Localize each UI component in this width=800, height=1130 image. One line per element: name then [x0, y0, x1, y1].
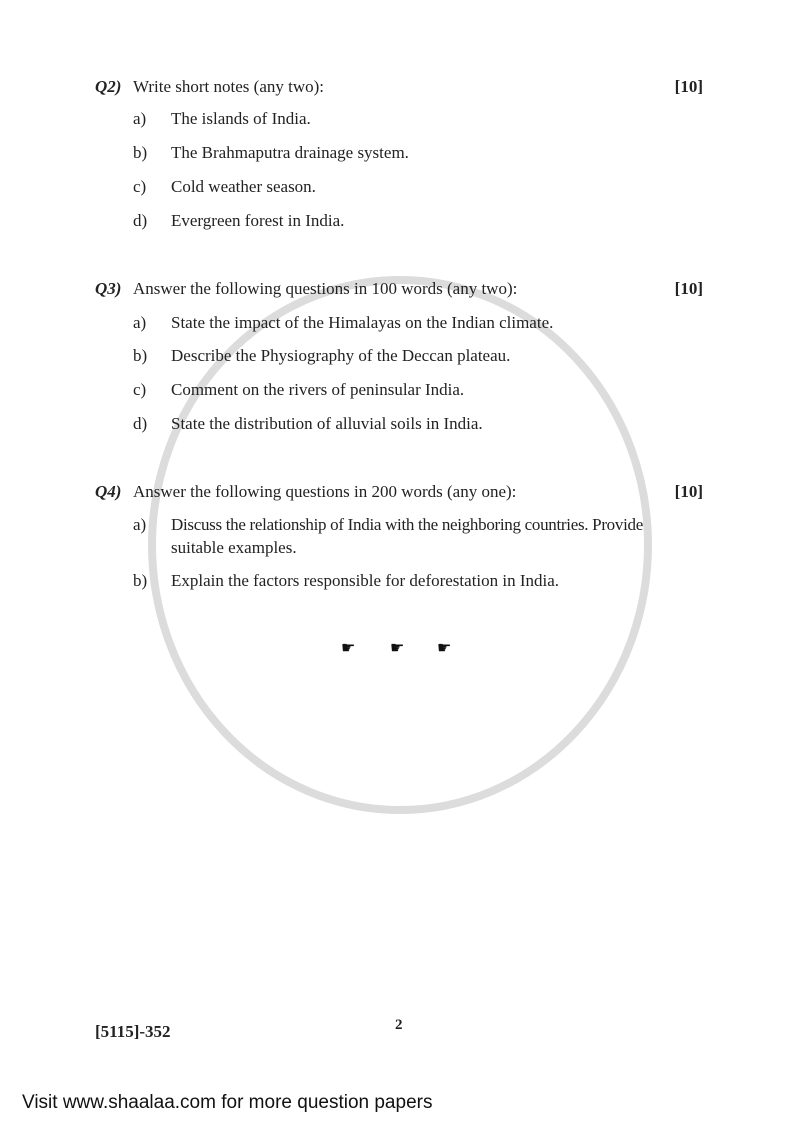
item-label: c) — [133, 380, 147, 399]
item-label: b) — [133, 346, 148, 365]
item-label: b) — [133, 571, 148, 590]
item-label: a) — [133, 515, 147, 534]
item-label: d) — [133, 414, 148, 433]
question-text: Answer the following questions in 200 words (any one): — [133, 482, 517, 501]
item-label: b) — [133, 143, 148, 162]
item-text-continued: suitable examples. — [171, 538, 297, 557]
question-marks: [10] — [674, 482, 703, 501]
item-text: Evergreen forest in India. — [171, 211, 345, 230]
question-marks: [10] — [674, 77, 703, 96]
pointing-hand-icon: ☛ — [437, 640, 452, 657]
item-label: a) — [133, 109, 147, 128]
item-label: a) — [133, 313, 147, 332]
item-label: c) — [133, 177, 147, 196]
question-label: Q2) — [95, 77, 122, 96]
item-text: Cold weather season. — [171, 177, 316, 196]
item-text: Comment on the rivers of peninsular India. — [171, 380, 465, 399]
item-text: Describe the Physiography of the Deccan plateau. — [171, 346, 511, 365]
item-text: State the distribution of alluvial soils in India. — [171, 414, 483, 433]
paper-code: [5115]-352 — [95, 1022, 171, 1041]
visit-banner: Visit www.shaalaa.com for more question papers — [22, 1092, 433, 1113]
item-text: The Brahmaputra drainage system. — [171, 143, 409, 162]
question-marks: [10] — [674, 279, 703, 298]
question-text: Answer the following questions in 100 words (any two): — [133, 279, 518, 298]
item-text: Explain the factors responsible for deforestation in India. — [171, 571, 560, 590]
question-text: Write short notes (any two): — [133, 77, 324, 96]
pointing-hand-icon: ☛ — [390, 640, 405, 657]
question-label: Q4) — [95, 482, 122, 501]
item-text: Discuss the relationship of India with the neighboring countries. Provide — [171, 515, 643, 534]
item-text: State the impact of the Himalayas on the Indian climate. — [171, 313, 554, 332]
pointing-hand-icon: ☛ — [341, 640, 356, 657]
item-text: The islands of India. — [171, 109, 311, 128]
question-label: Q3) — [95, 279, 122, 298]
item-label: d) — [133, 211, 148, 230]
page-number: 2 — [395, 1017, 403, 1033]
